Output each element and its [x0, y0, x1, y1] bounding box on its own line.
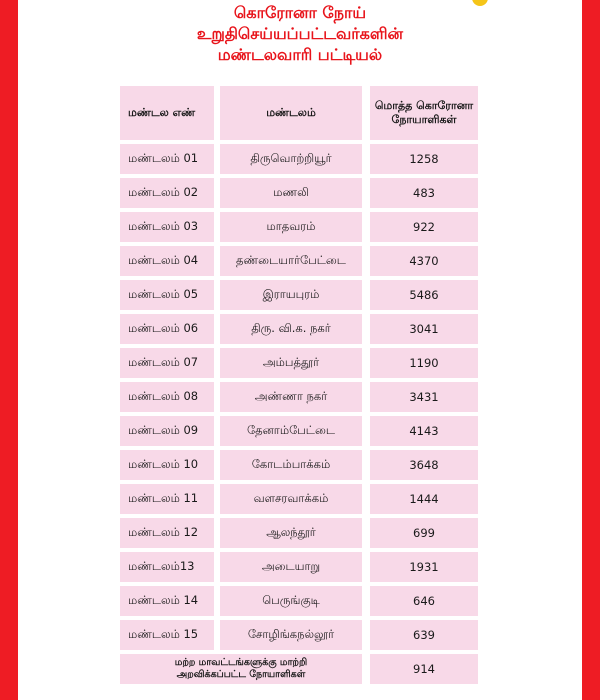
table-row: [120, 416, 478, 446]
zone-name-cell: சோழிங்கநல்லூர்: [220, 620, 362, 650]
table-header-row: [120, 86, 478, 140]
zone-number-cell: மண்டலம் 15: [120, 620, 214, 650]
patient-count-cell: 1190: [370, 348, 478, 378]
table-footer-row: [120, 654, 478, 684]
zone-number-cell: மண்டலம் 04: [120, 246, 214, 276]
table-row: [120, 144, 478, 174]
table-row: [120, 450, 478, 480]
patient-count-cell: 3431: [370, 382, 478, 412]
patient-count-cell: 646: [370, 586, 478, 616]
zone-number-cell: மண்டலம் 09: [120, 416, 214, 446]
table-row: [120, 382, 478, 412]
zone-number-cell: மண்டலம் 05: [120, 280, 214, 310]
zone-name-cell: பெருங்குடி: [220, 586, 362, 616]
zone-number-cell: மண்டலம் 02: [120, 178, 214, 208]
zone-name-cell: அடையாறு: [220, 552, 362, 582]
zone-name-cell: திரு. வி.க. நகர்: [220, 314, 362, 344]
patient-count-cell: 4370: [370, 246, 478, 276]
zone-name-cell: கோடம்பாக்கம்: [220, 450, 362, 480]
zone-number-cell: மண்டலம் 12: [120, 518, 214, 548]
zone-name-cell: திருவொற்றியூர்: [220, 144, 362, 174]
patient-count-cell: 1258: [370, 144, 478, 174]
table-row: [120, 314, 478, 344]
patient-count-cell: 3648: [370, 450, 478, 480]
zone-number-cell: மண்டலம் 07: [120, 348, 214, 378]
zone-number-cell: மண்டலம் 01: [120, 144, 214, 174]
header-zone-number: மண்டல எண்: [120, 86, 214, 140]
footer-count: 914: [370, 654, 478, 684]
zone-name-cell: வளசரவாக்கம்: [220, 484, 362, 514]
patient-count-cell: 1931: [370, 552, 478, 582]
zone-number-cell: மண்டலம் 03: [120, 212, 214, 242]
patient-count-cell: 483: [370, 178, 478, 208]
zone-name-cell: அம்பத்தூர்: [220, 348, 362, 378]
patient-count-cell: 3041: [370, 314, 478, 344]
zone-name-cell: ஆலந்தூர்: [220, 518, 362, 548]
table-row: [120, 212, 478, 242]
zone-number-cell: மண்டலம் 10: [120, 450, 214, 480]
patient-count-cell: 922: [370, 212, 478, 242]
table-row: [120, 348, 478, 378]
zone-number-cell: மண்டலம் 11: [120, 484, 214, 514]
patient-count-cell: 1444: [370, 484, 478, 514]
table-body: [120, 144, 478, 650]
header-zone-name: மண்டலம்: [220, 86, 362, 140]
table-row: [120, 620, 478, 650]
zone-name-cell: இராயபுரம்: [220, 280, 362, 310]
patient-count-cell: 699: [370, 518, 478, 548]
page-title: [0, 2, 600, 65]
zone-name-cell: தேனாம்பேட்டை: [220, 416, 362, 446]
zone-name-cell: அண்ணா நகர்: [220, 382, 362, 412]
table-row: [120, 280, 478, 310]
zone-name-cell: மாதவரம்: [220, 212, 362, 242]
table-row: [120, 484, 478, 514]
title-line-2: உறுதிசெய்யப்பட்டவர்களின்: [196, 24, 404, 43]
patient-count-cell: 639: [370, 620, 478, 650]
left-red-border: [0, 0, 18, 700]
footer-label-line-2: அறவிக்கப்பட்ட நோயாளிகள்: [176, 669, 306, 680]
table-row: [120, 246, 478, 276]
zone-name-cell: தண்டையார்பேட்டை: [220, 246, 362, 276]
header-total-patients: மொத்த கொரோனா நோயாளிகள்: [370, 86, 478, 140]
title-line-3: மண்டலவாரி பட்டியல்: [217, 45, 383, 64]
zone-number-cell: மண்டலம்13: [120, 552, 214, 582]
zone-number-cell: மண்டலம் 14: [120, 586, 214, 616]
zone-table: [120, 86, 478, 688]
table-row: [120, 586, 478, 616]
table-row: [120, 178, 478, 208]
zone-name-cell: மணலி: [220, 178, 362, 208]
right-red-border: [582, 0, 600, 700]
footer-label-line-1: மற்ற மாவட்டங்களுக்கு மாற்றி: [174, 657, 308, 668]
zone-number-cell: மண்டலம் 06: [120, 314, 214, 344]
footer-label: [120, 654, 362, 684]
title-line-1: கொரோனா நோய்: [233, 3, 367, 22]
patient-count-cell: 5486: [370, 280, 478, 310]
table-row: [120, 518, 478, 548]
zone-number-cell: மண்டலம் 08: [120, 382, 214, 412]
table-row: [120, 552, 478, 582]
patient-count-cell: 4143: [370, 416, 478, 446]
